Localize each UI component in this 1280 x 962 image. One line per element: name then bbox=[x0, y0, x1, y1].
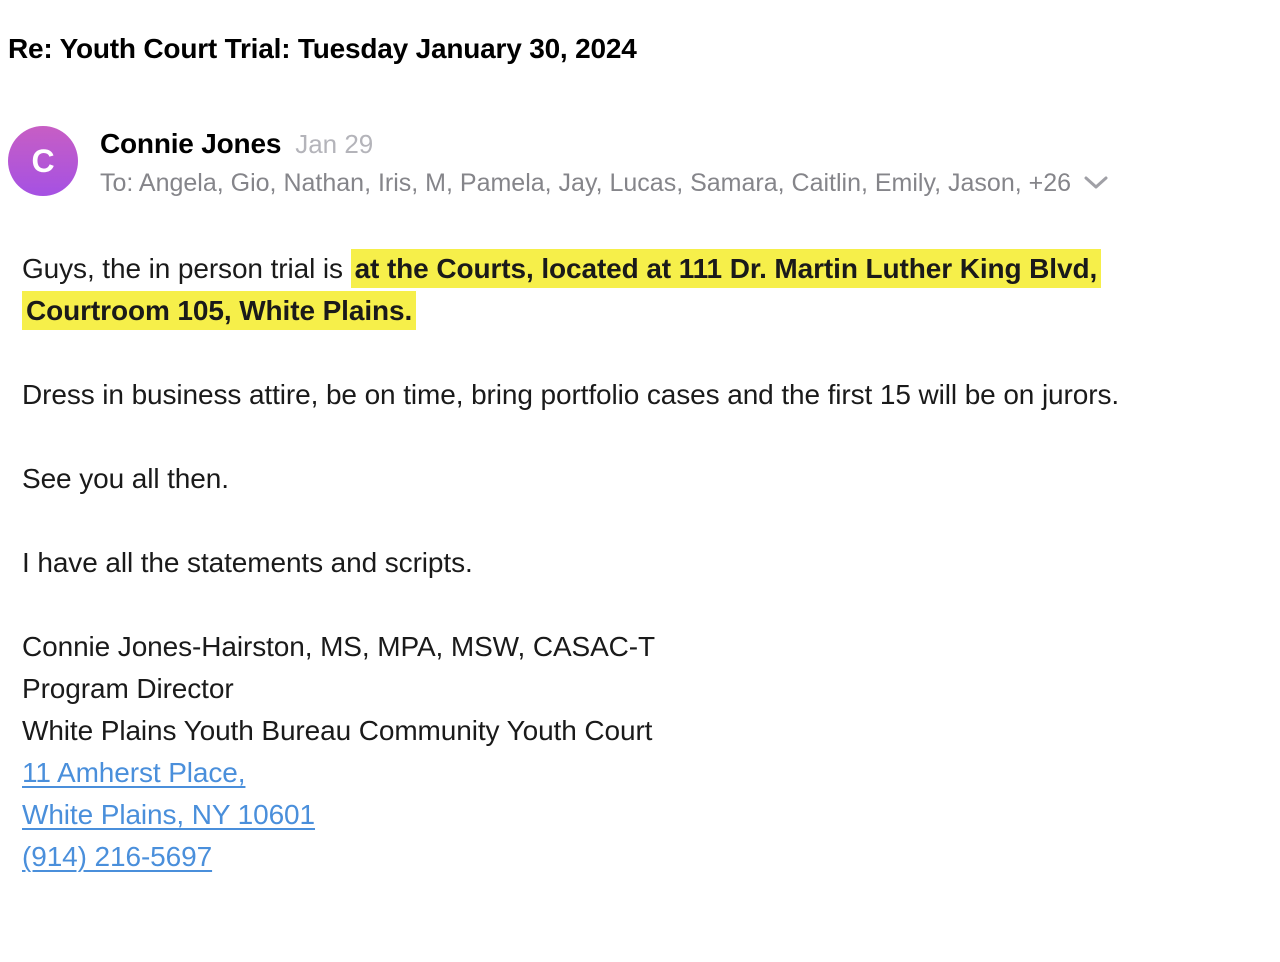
signature-block bbox=[22, 626, 1224, 878]
sender-row bbox=[100, 128, 1109, 160]
phone-link[interactable]: (914) 216-5697 bbox=[22, 840, 213, 872]
paragraph-location bbox=[22, 248, 1224, 332]
message-header bbox=[8, 126, 1240, 198]
avatar-initial: C bbox=[31, 142, 55, 179]
signature-name: Connie Jones-Hairston, MS, MPA, MSW, CASAC-T bbox=[22, 630, 656, 662]
sender-avatar[interactable] bbox=[8, 126, 78, 196]
signature-title: Program Director bbox=[22, 672, 234, 704]
email-body bbox=[22, 248, 1224, 878]
paragraph-instructions: Dress in business attire, be on time, bring portfolio cases and the first 15 will be on jurors. bbox=[22, 378, 1120, 410]
recipients-row[interactable] bbox=[100, 169, 1109, 198]
header-text bbox=[100, 126, 1109, 198]
address-link-line1[interactable]: 11 Amherst Place, bbox=[22, 756, 246, 788]
message-date: Jan 29 bbox=[295, 128, 374, 159]
sender-name[interactable]: Connie Jones bbox=[100, 127, 282, 159]
paragraph-location-plain: Guys, the in person trial is bbox=[22, 252, 351, 284]
chevron-down-icon[interactable] bbox=[1083, 175, 1109, 191]
address-link-line2[interactable]: White Plains, NY 10601 bbox=[22, 798, 316, 830]
recipients-summary[interactable]: To: Angela, Gio, Nathan, Iris, M, Pamela, Jay, Lucas, Samara, Caitlin, Emily, Jason, +26 bbox=[100, 168, 1072, 197]
email-subject: Re: Youth Court Trial: Tuesday January 30, 2024 bbox=[8, 33, 637, 64]
paragraph-scripts: I have all the statements and scripts. bbox=[22, 546, 473, 578]
highlighted-text: at the Courts, located at 111 Dr. Martin Luther King Blvd, Courtroom 105, White Plains. bbox=[22, 249, 1101, 330]
signature-org: White Plains Youth Bureau Community Youth Court bbox=[22, 714, 653, 746]
paragraph-closing: See you all then. bbox=[22, 462, 229, 494]
signature-links bbox=[22, 752, 1224, 878]
